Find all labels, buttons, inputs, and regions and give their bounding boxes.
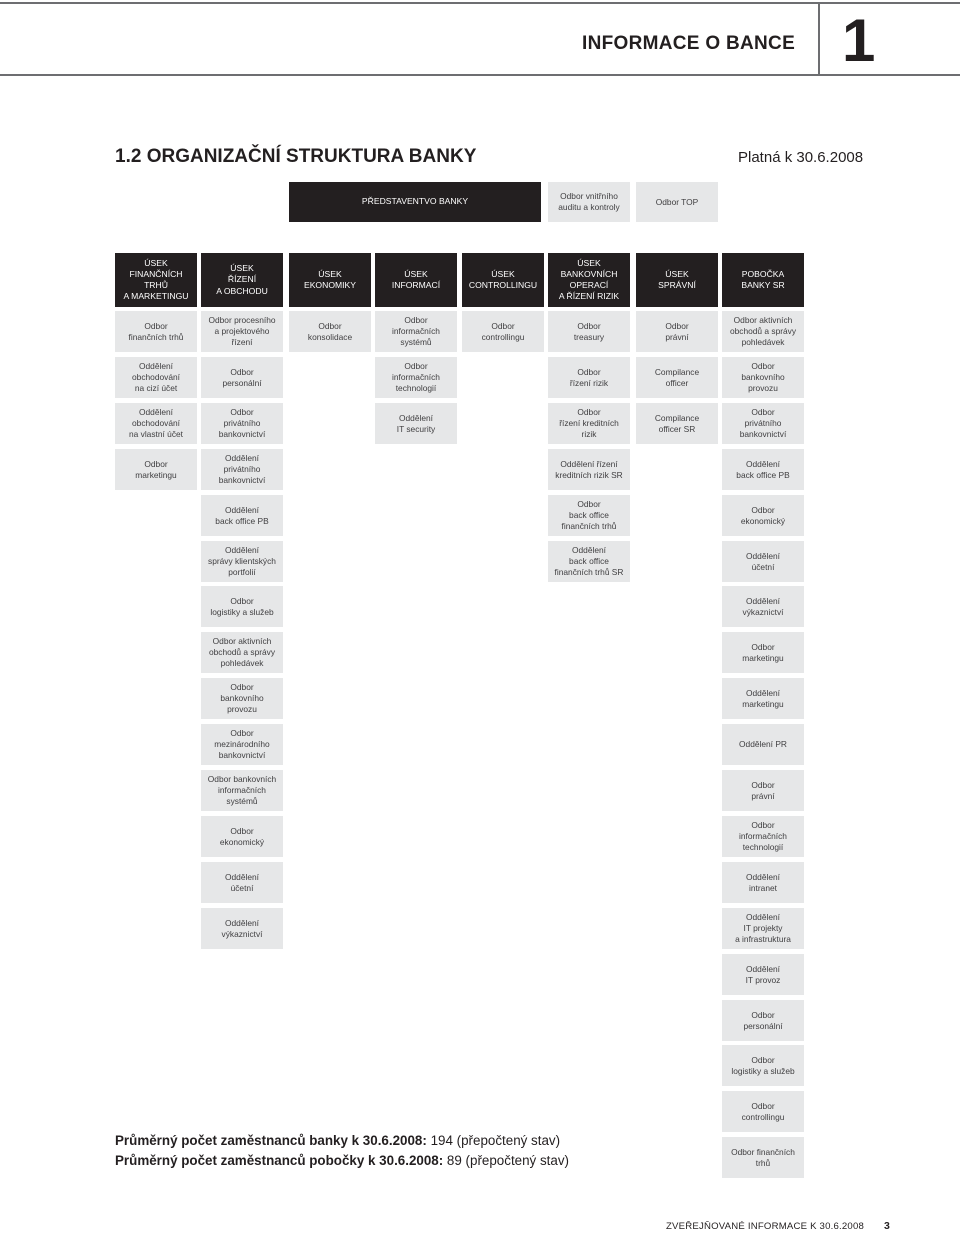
chapter-number: 1 [842,7,876,74]
department-box: Odbor řízení kreditních rizik [548,403,630,444]
department-box: Odbor procesního a projektového řízení [201,311,283,352]
department-box: Compilance officer SR [636,403,718,444]
department-box: Odbor controllingu [462,311,544,352]
department-box: Oddělení PR [722,724,804,765]
internal-audit-box: Odbor vnitřního auditu a kontroly [548,182,630,222]
department-box: Odbor ekonomický [722,495,804,536]
division-box: ÚSEK EKONOMIKY [289,253,371,307]
department-box: Oddělení back office PB [722,449,804,490]
department-box: Odbor řízení rizik [548,357,630,398]
department-box: Odbor informačních technologií [375,357,457,398]
department-box: Odbor mezinárodního bankovnictví [201,724,283,765]
department-box: Oddělení obchodování na cizí účet [115,357,197,398]
department-box: Oddělení řízení kreditních rizik SR [548,449,630,490]
department-box: Oddělení výkaznictví [722,586,804,627]
department-box: Oddělení back office PB [201,495,283,536]
department-box: Oddělení účetní [201,862,283,903]
stats-bank-value: 194 (přepočtený stav) [426,1133,561,1148]
division-box: ÚSEK SPRÁVNÍ [636,253,718,307]
department-box: Odbor právní [722,770,804,811]
department-box: Odbor finančních trhů [722,1137,804,1178]
department-box: Oddělení privátního bankovnictví [201,449,283,490]
board-box: PŘEDSTAVENTVO BANKY [289,182,541,222]
division-box: ÚSEK FINANČNÍCH TRHŮ A MARKETINGU [115,253,197,307]
footer-text: ZVEŘEJŇOVANÉ INFORMACE K 30.6.2008 [666,1221,865,1232]
department-box: Oddělení výkaznictví [201,908,283,949]
department-box: Odbor aktivních obchodů a správy pohledávek [722,311,804,352]
department-box: Oddělení IT provoz [722,954,804,995]
valid-date: Platná k 30.6.2008 [738,149,864,166]
department-box: Odbor treasury [548,311,630,352]
department-box: Odbor personální [201,357,283,398]
department-box: Oddělení správy klientských portfolií [201,541,283,582]
department-box: Oddělení obchodování na vlastní účet [115,403,197,444]
stats-bank-label: Průměrný počet zaměstnanců banky k 30.6.2008: [115,1133,427,1148]
department-box: Odbor bankovního provozu [201,678,283,719]
department-box: Odbor controllingu [722,1091,804,1132]
employee-stats-bank [115,1133,560,1148]
department-box: Odbor finančních trhů [115,311,197,352]
department-box: Oddělení IT projekty a infrastruktura [722,908,804,949]
department-box: Oddělení intranet [722,862,804,903]
page-number: 3 [884,1220,890,1232]
department-box: Odbor právní [636,311,718,352]
department-box: Odbor privátního bankovnictví [201,403,283,444]
department-box: Odbor informačních systémů [375,311,457,352]
header-divider [818,4,820,74]
department-box: Oddělení marketingu [722,678,804,719]
department-box: Odbor marketingu [115,449,197,490]
top-unit-box: Odbor TOP [636,182,718,222]
department-box: Odbor back office finančních trhů [548,495,630,536]
division-box: POBOČKA BANKY SR [722,253,804,307]
department-box: Odbor marketingu [722,632,804,673]
division-box: ÚSEK CONTROLLINGU [462,253,544,307]
department-box: Odbor ekonomický [201,816,283,857]
section-title: 1.2 ORGANIZAČNÍ STRUKTURA BANKY [115,146,477,167]
department-box: Odbor informačních technologií [722,816,804,857]
division-box: ÚSEK BANKOVNÍCH OPERACÍ A ŘÍZENÍ RIZIK [548,253,630,307]
stats-branch-value: 89 (přepočtený stav) [443,1153,569,1168]
division-box: ÚSEK ŘÍZENÍ A OBCHODU [201,253,283,307]
department-box: Oddělení IT security [375,403,457,444]
stats-branch-label: Průměrný počet zaměstnanců pobočky k 30.6.2008: [115,1153,444,1168]
chapter-title: INFORMACE O BANCE [582,33,796,54]
department-box: Oddělení účetní [722,541,804,582]
department-box: Odbor bankovních informačních systémů [201,770,283,811]
department-box: Odbor bankovního provozu [722,357,804,398]
division-box: ÚSEK INFORMACÍ [375,253,457,307]
department-box: Compilance officer [636,357,718,398]
department-box: Odbor konsolidace [289,311,371,352]
department-box: Odbor logistiky a služeb [201,586,283,627]
department-box: Odbor privátního bankovnictví [722,403,804,444]
department-box: Odbor personální [722,1000,804,1041]
department-box: Odbor logistiky a služeb [722,1045,804,1086]
employee-stats-branch [115,1153,569,1168]
department-box: Odbor aktivních obchodů a správy pohledávek [201,632,283,673]
department-box: Oddělení back office finančních trhů SR [548,541,630,582]
header-bar [0,2,960,76]
